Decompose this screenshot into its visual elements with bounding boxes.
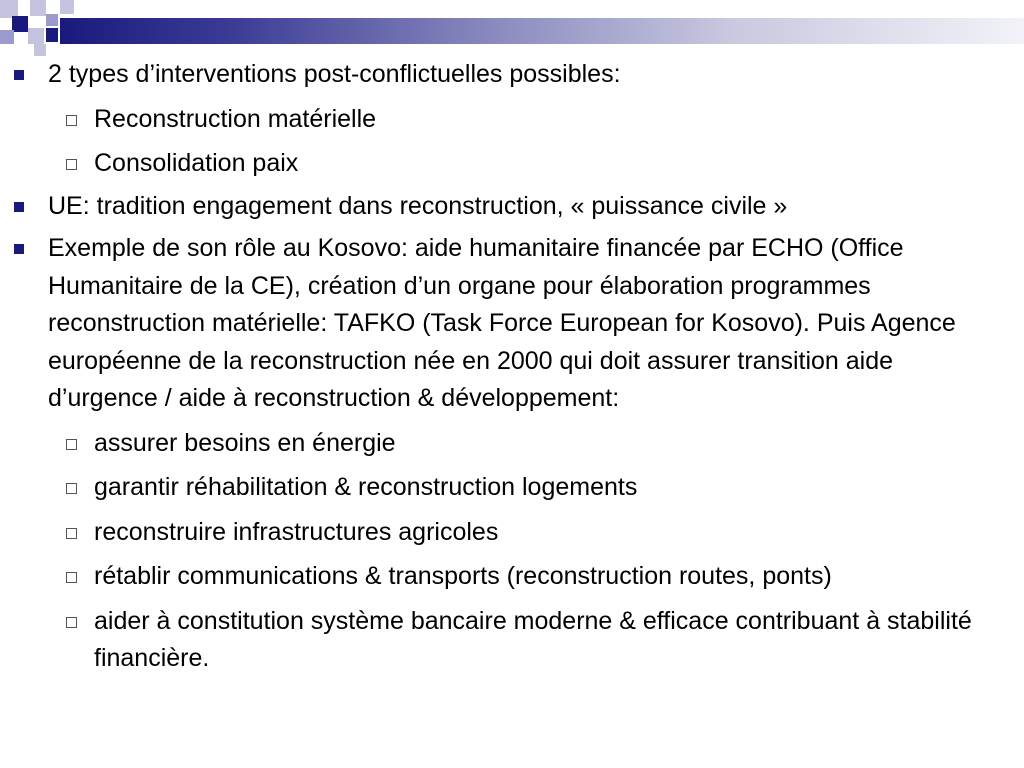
square-bullet-icon bbox=[14, 70, 24, 80]
sub-bullet-text: Reconstruction matérielle bbox=[94, 104, 377, 133]
square-bullet-icon bbox=[14, 244, 24, 254]
bullet-item bbox=[0, 230, 1024, 418]
hollow-square-bullet-icon bbox=[66, 159, 77, 170]
slide-content bbox=[0, 56, 1024, 768]
sub-bullet-group bbox=[0, 101, 1024, 183]
header-gradient-bar bbox=[60, 18, 1024, 44]
sub-bullet-text: assurer besoins en énergie bbox=[94, 428, 396, 457]
sub-bullet-item bbox=[0, 603, 1024, 678]
sub-bullet-text: reconstruire infrastructures agricoles bbox=[94, 517, 499, 546]
hollow-square-bullet-icon bbox=[66, 115, 77, 126]
sub-bullet-item bbox=[0, 514, 1024, 552]
sub-bullet-text: Consolidation paix bbox=[94, 149, 299, 177]
bullet-text: UE: tradition engagement dans reconstruction, « puissance civile » bbox=[48, 191, 788, 220]
hollow-square-bullet-icon bbox=[66, 572, 77, 583]
sub-bullet-text: rétablir communications & transports (reconstruction routes, ponts) bbox=[94, 562, 832, 590]
sub-bullet-item bbox=[0, 101, 1024, 139]
bullet-item bbox=[0, 188, 1024, 226]
sub-bullet-text: garantir réhabilitation & reconstruction logements bbox=[94, 473, 638, 501]
square-bullet-icon bbox=[14, 202, 24, 212]
hollow-square-bullet-icon bbox=[66, 617, 77, 628]
sub-bullet-item bbox=[0, 469, 1024, 507]
header-decoration bbox=[0, 0, 1024, 60]
sub-bullet-list bbox=[0, 101, 1024, 183]
bullet-text: Exemple de son rôle au Kosovo: aide humanitaire financée par ECHO (Office Humanitaire de la CE), création d’un organe pour élaboration programmes reconstruction matérielle: TAFKO (Task Force European for Kosovo). Puis Agence européenne de la reconstruction née en 2000 qui doit assurer transition aide d’urgence / aide à reconstruction & développement: bbox=[48, 234, 956, 412]
sub-bullet-text: aider à constitution système bancaire moderne & efficace contribuant à stabilité financière. bbox=[94, 606, 972, 672]
hollow-square-bullet-icon bbox=[66, 528, 77, 539]
sub-bullet-group bbox=[0, 425, 1024, 678]
hollow-square-bullet-icon bbox=[66, 483, 77, 494]
bullet-text: 2 types d’interventions post-conflictuelles possibles: bbox=[48, 60, 621, 88]
sub-bullet-item bbox=[0, 145, 1024, 183]
bullet-item bbox=[0, 56, 1024, 94]
sub-bullet-item bbox=[0, 425, 1024, 463]
hollow-square-bullet-icon bbox=[66, 439, 77, 450]
sub-bullet-list bbox=[0, 425, 1024, 678]
bullet-list bbox=[0, 56, 1024, 678]
sub-bullet-item bbox=[0, 558, 1024, 596]
